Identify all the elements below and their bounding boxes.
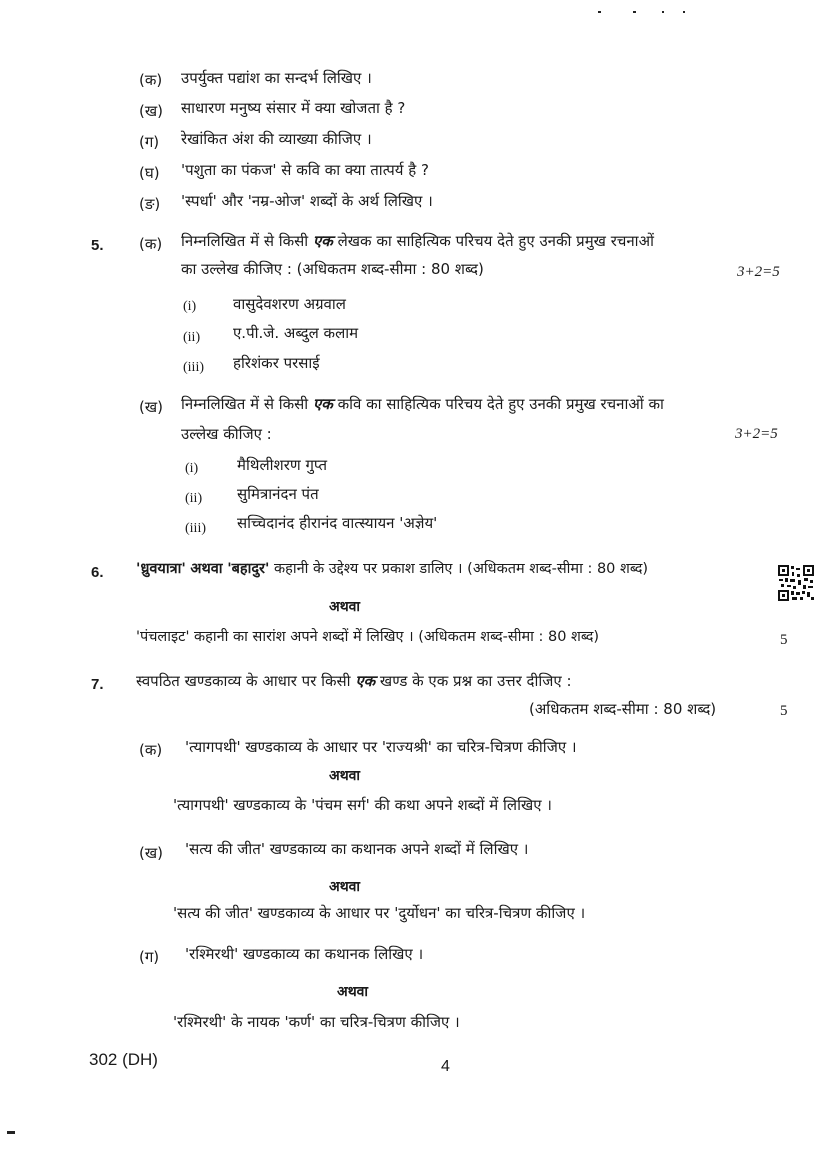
q5b-option-name: सच्चिदानंद हीरानंद वात्स्यायन 'अज्ञेय'	[237, 514, 438, 532]
or-label: अथवा	[337, 984, 369, 1000]
q4-part-label: (ख)	[139, 102, 163, 120]
q4-part-label: (क)	[139, 71, 163, 89]
q5b-option-num: (iii)	[185, 521, 206, 536]
q4-part-text: 'स्पर्धा' और 'नम्र-ओज' शब्दों के अर्थ लिखिए ।	[181, 192, 433, 210]
q6-line1-rest: कहानी के उद्देश्य पर प्रकाश डालिए । (अधिकतम शब्द-सीमा : 80 शब्द)	[274, 561, 649, 577]
q7-part-label: (ख)	[139, 844, 163, 862]
q7-part-text2: 'सत्य की जीत' खण्डकाव्य के आधार पर 'दुर्योधन' का चरित्र-चित्रण कीजिए ।	[173, 904, 586, 922]
or-label: अथवा	[329, 879, 361, 895]
q4-part-label: (घ)	[139, 164, 160, 182]
q5a-option-num: (i)	[183, 299, 197, 314]
q5b-option-name: मैथिलीशरण गुप्त	[237, 456, 328, 474]
q7-part-text1: 'त्यागपथी' खण्डकाव्य के आधार पर 'राज्यश्री' का चरित्र-चित्रण कीजिए ।	[185, 738, 577, 756]
q6-story-b: 'बहादुर'	[227, 561, 270, 577]
q5a-line1-pre: निम्नलिखित में से किसी	[181, 232, 309, 250]
scan-speck	[598, 11, 601, 13]
q6-line1	[136, 559, 648, 579]
q7-intro-em: एक	[355, 672, 376, 690]
q4-part-text: रेखांकित अंश की व्याख्या कीजिए ।	[181, 130, 372, 148]
q5b-marks: 3+2=5	[735, 426, 778, 442]
q6-line2: 'पंचलाइट' कहानी का सारांश अपने शब्दों में लिखिए । (अधिकतम शब्द-सीमा : 80 शब्द)	[136, 629, 600, 645]
q7-limit: (अधिकतम शब्द-सीमा : 80 शब्द)	[529, 700, 717, 718]
q5a-line1	[181, 231, 654, 251]
q7-intro-pre: स्वपठित खण्डकाव्य के आधार पर किसी	[136, 672, 351, 690]
q5a-line2: का उल्लेख कीजिए : (अधिकतम शब्द-सीमा : 80 शब्द)	[181, 260, 484, 278]
scan-speck	[662, 11, 664, 13]
q7-part-label: (क)	[139, 741, 163, 759]
q7-marks: 5	[780, 703, 788, 719]
q7-part-text1: 'रश्मिरथी' खण्डकाव्य का कथानक लिखिए ।	[185, 945, 424, 963]
qr-code-icon	[777, 564, 815, 602]
or-label: अथवा	[329, 768, 361, 784]
q6-or-inline: अथवा	[190, 561, 223, 577]
q5b-line1-post: कवि का साहित्यिक परिचय देते हुए उनकी प्रमुख रचनाओं का	[337, 395, 664, 413]
scan-speck	[633, 11, 636, 13]
q5a-option-name: वासुदेवशरण अग्रवाल	[233, 295, 346, 313]
q5a-option-num: (iii)	[183, 360, 204, 375]
scan-speck	[683, 11, 685, 13]
paper-code: 302 (DH)	[89, 1050, 158, 1069]
q4-part-text: उपर्युक्त पद्यांश का सन्दर्भ लिखिए ।	[181, 69, 372, 87]
q5b-option-num: (ii)	[185, 491, 203, 506]
question-number: 7.	[91, 676, 104, 693]
q4-part-text: साधारण मनुष्य संसार में क्या खोजता है ?	[181, 99, 406, 117]
q4-part-text: 'पशुता का पंकज' से कवि का क्या तात्पर्य है ?	[181, 161, 429, 179]
q7-part-text2: 'रश्मिरथी' के नायक 'कर्ण' का चरित्र-चित्रण कीजिए ।	[173, 1013, 460, 1031]
q6-story-a: 'ध्रुवयात्रा'	[136, 561, 186, 577]
or-label: अथवा	[329, 599, 361, 615]
q5a-marks: 3+2=5	[737, 264, 780, 280]
q5b-option-num: (i)	[185, 461, 199, 476]
q5b-line1-pre: निम्नलिखित में से किसी	[181, 395, 309, 413]
q4-part-label: (ग)	[139, 133, 160, 151]
q7-part-text1: 'सत्य की जीत' खण्डकाव्य का कथानक अपने शब्दों में लिखिए ।	[185, 840, 529, 858]
q7-part-label: (ग)	[139, 948, 160, 966]
q5a-option-name: ए.पी.जे. अब्दुल कलाम	[233, 324, 359, 342]
q5b-option-name: सुमित्रानंदन पंत	[237, 485, 319, 503]
question-number: 5.	[91, 237, 104, 254]
q5b-line1-em: एक	[312, 395, 333, 413]
q4-part-label: (ङ)	[139, 195, 161, 213]
q7-intro	[136, 671, 572, 691]
scan-speck	[7, 1131, 15, 1134]
q6-marks: 5	[780, 632, 788, 648]
q7-part-text2: 'त्यागपथी' खण्डकाव्य के 'पंचम सर्ग' की कथा अपने शब्दों में लिखिए ।	[173, 796, 552, 814]
q5b-line2: उल्लेख कीजिए :	[181, 425, 272, 443]
q5a-label: (क)	[139, 235, 163, 253]
q5a-line1-em: एक	[312, 232, 333, 250]
q5a-line1-post: लेखक का साहित्यिक परिचय देते हुए उनकी प्रमुख रचनाओं	[337, 232, 654, 250]
q7-intro-post: खण्ड के एक प्रश्न का उत्तर दीजिए :	[379, 672, 572, 690]
q5b-label: (ख)	[139, 398, 163, 416]
q5a-option-name: हरिशंकर परसाई	[233, 354, 320, 372]
q5b-line1	[181, 394, 664, 414]
page-number: 4	[441, 1058, 450, 1075]
question-number: 6.	[91, 564, 104, 581]
q5a-option-num: (ii)	[183, 330, 201, 345]
